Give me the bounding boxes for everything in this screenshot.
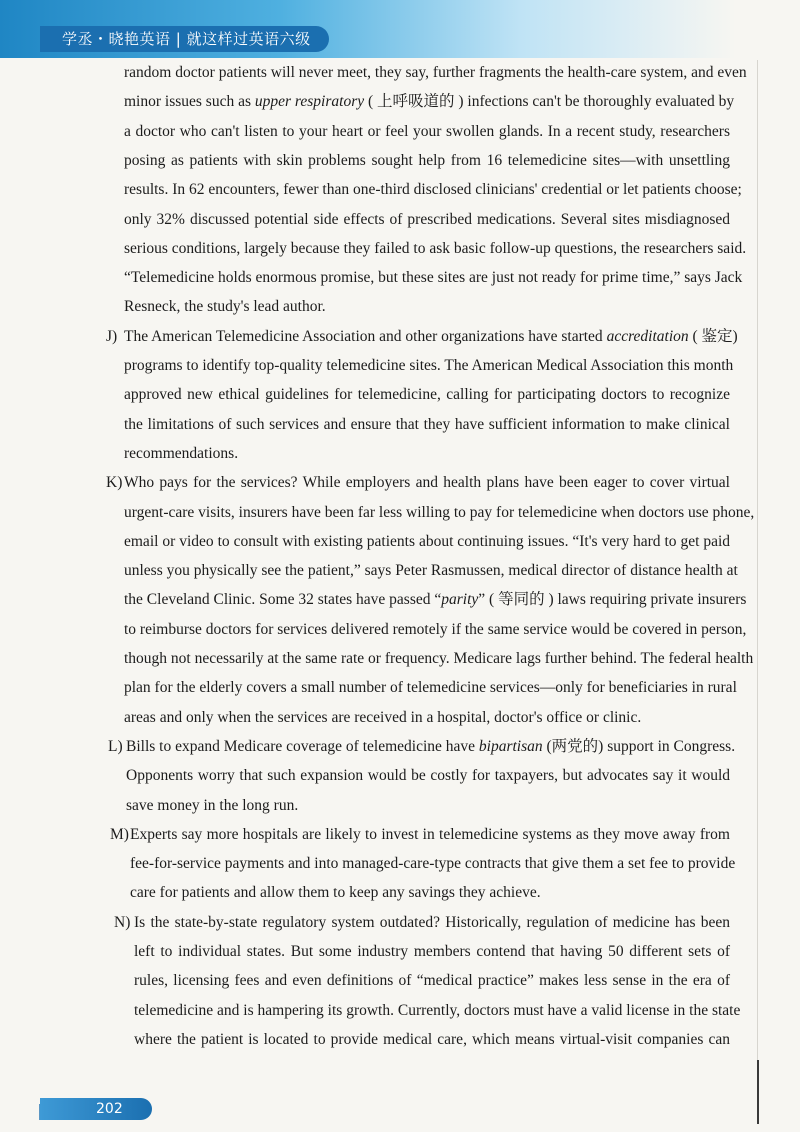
paragraph-line <box>124 327 738 347</box>
italic-term: accreditation <box>606 327 689 345</box>
paragraph-label: N) <box>114 913 131 931</box>
paragraph-line: fee-for-service payments and into managed-care-type contracts that give them a set fee to provide <box>130 855 736 873</box>
paragraph-line: though not necessarily at the same rate or frequency. Medicare lags further behind. The federal health <box>124 650 754 667</box>
text-segment: minor issues such as <box>124 93 255 111</box>
continuation-line <box>124 92 735 112</box>
paragraph-line: approved new ethical guidelines for telemedicine, calling for participating doctors to recognize <box>124 386 730 404</box>
text-segment: the Cleveland Clinic. Some 32 states have passed “ <box>124 591 442 609</box>
continuation-line: random doctor patients will never meet, they say, further fragments the health-care system, and even <box>124 64 747 81</box>
paragraph-line: left to individual states. But some industry members contend that having 50 different sets of <box>134 943 730 960</box>
margin-rule <box>757 60 758 1120</box>
italic-term: bipartisan <box>478 737 543 755</box>
text-segment: ( 上呼吸道的 ) infections can't be thoroughly evaluated by <box>364 93 735 111</box>
paragraph-label: M) <box>110 825 129 843</box>
margin-rule-dark <box>757 1060 759 1124</box>
paragraph-line: Opponents worry that such expansion would be costly for taxpayers, but advocates say it would <box>126 767 730 785</box>
paragraph-line: Experts say more hospitals are likely to invest in telemedicine systems as they move away from <box>130 825 730 843</box>
italic-term: parity <box>441 591 479 609</box>
paragraph-line: rules, licensing fees and even definitions of “medical practice” makes less sense in the era of <box>134 972 730 990</box>
paragraph-line: the limitations of such services and ensure that they have sufficient information to make clinical <box>124 415 730 433</box>
text-segment: (两党的) support in Congress. <box>542 737 736 755</box>
paragraph-line: areas and only when the services are received in a hospital, doctor's office or clinic. <box>124 708 642 726</box>
continuation-line: a doctor who can't listen to your heart or feel your swollen glands. In a recent study, researchers <box>124 122 730 140</box>
continuation-line: “Telemedicine holds enormous promise, but these sites are just not ready for prime time,” says Jack <box>124 269 743 287</box>
paragraph-line: email or video to consult with existing patients about continuing issues. “It's very hard to get paid <box>124 532 730 550</box>
paragraph-line: plan for the elderly covers a small number of telemedicine services—only for beneficiaries in rural <box>124 679 737 697</box>
paragraph-line: Who pays for the services? While employers and health plans have been eager to cover virtual <box>124 474 730 492</box>
paragraph-line: save money in the long run. <box>126 796 299 814</box>
continuation-line: results. In 62 encounters, fewer than one-third disclosed clinicians' credential or let patients choose; <box>124 181 742 199</box>
paragraph-line: programs to identify top-quality telemedicine sites. The American Medical Association this month <box>124 357 734 374</box>
paragraph-line: Is the state-by-state regulatory system outdated? Historically, regulation of medicine has been <box>134 913 730 931</box>
paragraph-label: L) <box>108 737 123 755</box>
paragraph-line: telemedicine and is hampering its growth. Currently, doctors must have a valid license in the state <box>134 1001 741 1019</box>
text-segment: The American Telemedicine Association and other organizations have started <box>124 327 607 345</box>
paragraph-label: K) <box>106 474 123 492</box>
continuation-line: posing as patients with skin problems sought help from 16 telemedicine sites—with unsettling <box>124 151 730 169</box>
text-segment: Bills to expand Medicare coverage of telemedicine have <box>126 737 479 755</box>
paragraph-line: to reimburse doctors for services delivered remotely if the same service would be covered in person, <box>124 620 747 638</box>
text-segment: ( 鉴定) <box>688 327 738 345</box>
continuation-line: serious conditions, largely because they failed to ask basic follow-up questions, the researchers said. <box>124 239 747 257</box>
text-segment: ” ( 等同的 ) laws requiring private insurers <box>478 591 747 609</box>
paragraph-line: urgent-care visits, insurers have been far less willing to pay for telemedicine when doctors use phone, <box>124 503 755 521</box>
paragraph-line: care for patients and allow them to keep any savings they achieve. <box>130 884 541 902</box>
paragraph-line <box>126 737 736 757</box>
paragraph-line: unless you physically see the patient,” says Peter Rasmussen, medical director of distance health at <box>124 562 738 580</box>
running-header-title: 学丞・晓艳英语 | 就这样过英语六级 <box>40 26 329 52</box>
paragraph-label: J) <box>106 327 118 345</box>
paragraph-line: where the patient is located to provide medical care, which means virtual-visit companies can <box>134 1030 730 1048</box>
paragraph-line: recommendations. <box>124 444 239 462</box>
italic-term: upper respiratory <box>254 93 365 111</box>
continuation-line: only 32% discussed potential side effects of prescribed medications. Several sites misdiagnosed <box>124 210 730 228</box>
paragraph-line <box>124 590 747 610</box>
continuation-line: Resneck, the study's lead author. <box>124 298 326 316</box>
page-number: 202 <box>96 1101 123 1117</box>
